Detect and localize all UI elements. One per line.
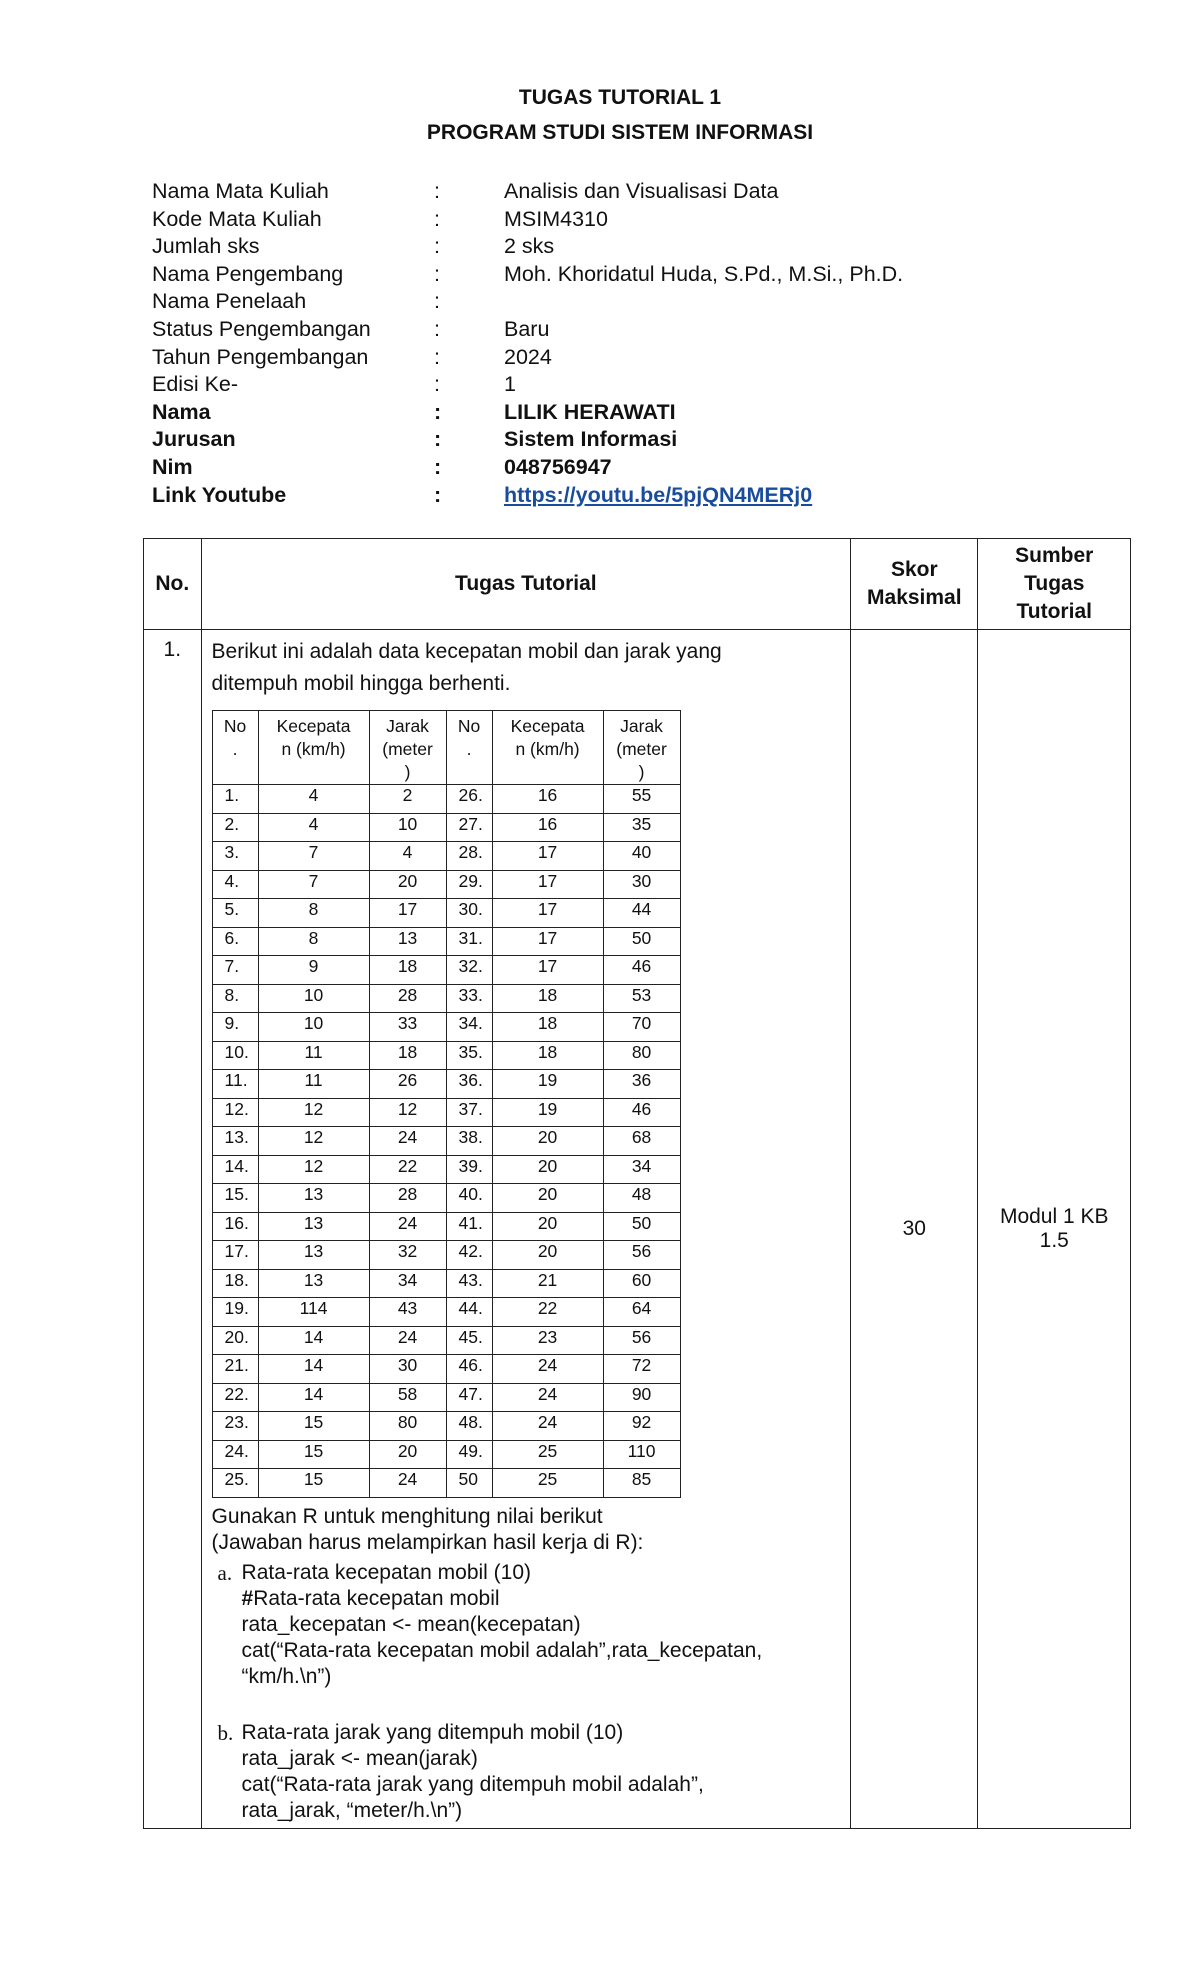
table-row — [212, 984, 680, 1013]
cell-speed: 10 — [258, 1013, 369, 1042]
cell-distance: 12 — [369, 1098, 446, 1127]
cell-speed: 8 — [258, 899, 369, 928]
cell-no-2: 42. — [446, 1241, 492, 1270]
cell-no-2: 49. — [446, 1440, 492, 1469]
info-value: Moh. Khoridatul Huda, S.Pd., M.Si., Ph.D. — [504, 261, 904, 286]
cell-no-2: 47. — [446, 1383, 492, 1412]
info-value: Sistem Informasi — [504, 427, 678, 452]
info-colon: : — [434, 206, 440, 231]
cell-no-2: 44. — [446, 1298, 492, 1327]
info-colon: : — [434, 344, 440, 369]
task-source — [978, 630, 1131, 1829]
table-row — [212, 1469, 680, 1498]
cell-speed-2: 20 — [492, 1184, 603, 1213]
info-colon: : — [434, 289, 440, 314]
cell-no: 15. — [212, 1184, 258, 1213]
header-source-line3: Tutorial — [1016, 600, 1092, 623]
info-row — [152, 344, 903, 372]
cell-speed: 10 — [258, 984, 369, 1013]
cell-speed-2: 25 — [492, 1469, 603, 1498]
table-row — [212, 842, 680, 871]
cell-distance-2: 36 — [603, 1070, 680, 1099]
table-row — [212, 1041, 680, 1070]
cell-distance-2: 50 — [603, 927, 680, 956]
cell-speed-2: 24 — [492, 1383, 603, 1412]
cell-distance: 4 — [369, 842, 446, 871]
task-source-line1: Modul 1 KB — [999, 1204, 1109, 1228]
info-colon: : — [434, 316, 440, 341]
cell-speed-2: 16 — [492, 785, 603, 814]
header-score-line2: Maksimal — [867, 586, 962, 609]
cell-speed: 13 — [258, 1269, 369, 1298]
col-speed-2 — [492, 711, 603, 785]
cell-distance: 28 — [369, 984, 446, 1013]
cell-distance: 22 — [369, 1155, 446, 1184]
info-label: Tahun Pengembangan — [152, 344, 369, 369]
table-row — [212, 785, 680, 814]
cell-no: 10. — [212, 1041, 258, 1070]
table-row — [212, 1269, 680, 1298]
tutorial-task-table — [143, 538, 1131, 1829]
question-b-letter: b. — [217, 1720, 234, 1745]
col-distance — [369, 711, 446, 785]
cell-speed: 11 — [258, 1041, 369, 1070]
info-row — [152, 178, 903, 206]
cell-no: 25. — [212, 1469, 258, 1498]
cell-speed-2: 19 — [492, 1098, 603, 1127]
col-distance-2-line1: Jarak — [620, 716, 663, 736]
col-distance-2 — [603, 711, 680, 785]
info-row — [152, 426, 903, 454]
info-row — [152, 371, 903, 399]
header-no: No. — [144, 539, 202, 630]
table-row — [212, 1383, 680, 1412]
comment-hash: # — [241, 1586, 254, 1610]
task-content — [201, 630, 851, 1829]
cell-speed: 14 — [258, 1326, 369, 1355]
question-a-code3: “km/h.\n”) — [241, 1664, 332, 1688]
cell-no-2: 30. — [446, 899, 492, 928]
cell-distance-2: 92 — [603, 1412, 680, 1441]
speed-distance-table — [212, 710, 681, 1498]
cell-distance-2: 46 — [603, 956, 680, 985]
question-b — [212, 1720, 843, 1824]
cell-distance: 26 — [369, 1070, 446, 1099]
cell-no: 23. — [212, 1412, 258, 1441]
cell-distance: 13 — [369, 927, 446, 956]
col-distance-line3: ) — [404, 762, 411, 782]
cell-speed: 4 — [258, 813, 369, 842]
cell-distance: 34 — [369, 1269, 446, 1298]
task-intro — [212, 636, 843, 700]
header-task: Tugas Tutorial — [201, 539, 851, 630]
cell-distance: 2 — [369, 785, 446, 814]
cell-distance: 24 — [369, 1469, 446, 1498]
info-colon: : — [434, 261, 440, 286]
cell-no: 17. — [212, 1241, 258, 1270]
info-value: Baru — [504, 316, 550, 341]
info-label: Edisi Ke- — [152, 372, 239, 397]
cell-speed: 11 — [258, 1070, 369, 1099]
question-b-code1: rata_jarak <- mean(jarak) — [241, 1746, 478, 1770]
cell-no: 11. — [212, 1070, 258, 1099]
col-distance-line1: Jarak — [386, 716, 429, 736]
cell-speed-2: 17 — [492, 870, 603, 899]
info-colon: : — [434, 482, 442, 507]
cell-distance-2: 56 — [603, 1326, 680, 1355]
cell-no: 13. — [212, 1127, 258, 1156]
cell-no-2: 40. — [446, 1184, 492, 1213]
cell-distance: 43 — [369, 1298, 446, 1327]
info-label: Nama — [152, 399, 211, 424]
cell-no-2: 37. — [446, 1098, 492, 1127]
cell-no-2: 45. — [446, 1326, 492, 1355]
cell-distance-2: 48 — [603, 1184, 680, 1213]
cell-speed-2: 25 — [492, 1440, 603, 1469]
cell-no: 20. — [212, 1326, 258, 1355]
cell-no: 21. — [212, 1355, 258, 1384]
instructions-line2: (Jawaban harus melampirkan hasil kerja di R): — [211, 1530, 644, 1554]
cell-distance-2: 34 — [603, 1155, 680, 1184]
info-row — [152, 316, 903, 344]
cell-distance: 18 — [369, 1041, 446, 1070]
table-row — [212, 1241, 680, 1270]
cell-distance-2: 56 — [603, 1241, 680, 1270]
table-row — [212, 1440, 680, 1469]
cell-speed: 12 — [258, 1098, 369, 1127]
cell-distance: 17 — [369, 899, 446, 928]
info-row — [152, 454, 903, 482]
cell-distance-2: 53 — [603, 984, 680, 1013]
cell-speed-2: 18 — [492, 984, 603, 1013]
cell-distance: 18 — [369, 956, 446, 985]
col-speed-2-line1: Kecepata — [510, 716, 585, 736]
question-a — [212, 1560, 843, 1690]
cell-speed-2: 22 — [492, 1298, 603, 1327]
cell-no: 9. — [212, 1013, 258, 1042]
col-no-line2: . — [232, 739, 238, 759]
col-no-2 — [446, 711, 492, 785]
cell-speed: 8 — [258, 927, 369, 956]
table-row — [212, 813, 680, 842]
cell-speed-2: 17 — [492, 842, 603, 871]
cell-no-2: 38. — [446, 1127, 492, 1156]
cell-speed: 13 — [258, 1184, 369, 1213]
info-colon: : — [434, 399, 442, 424]
cell-speed-2: 20 — [492, 1127, 603, 1156]
cell-speed-2: 20 — [492, 1212, 603, 1241]
col-no-2-line1: No — [457, 716, 481, 736]
info-colon: : — [434, 179, 440, 203]
table-row — [212, 956, 680, 985]
cell-speed: 14 — [258, 1355, 369, 1384]
col-no — [212, 711, 258, 785]
info-colon: : — [434, 234, 440, 259]
task-number: 1. — [144, 630, 202, 1829]
cell-distance: 24 — [369, 1326, 446, 1355]
cell-no-2: 26. — [446, 785, 492, 814]
table-row — [212, 899, 680, 928]
cell-speed-2: 18 — [492, 1041, 603, 1070]
cell-distance: 58 — [369, 1383, 446, 1412]
question-b-title: Rata-rata jarak yang ditempuh mobil (10) — [241, 1720, 624, 1744]
cell-no: 7. — [212, 956, 258, 985]
question-a-letter: a. — [217, 1560, 233, 1585]
cell-speed-2: 16 — [492, 813, 603, 842]
table-row — [212, 1212, 680, 1241]
info-value: 1 — [504, 372, 516, 397]
cell-speed: 7 — [258, 842, 369, 871]
question-b-code2: cat(“Rata-rata jarak yang ditempuh mobil adalah”, — [241, 1772, 704, 1796]
info-colon: : — [434, 372, 440, 397]
col-distance-2-line2: (meter — [616, 739, 667, 759]
cell-distance-2: 72 — [603, 1355, 680, 1384]
header-source — [978, 539, 1131, 630]
cell-no-2: 43. — [446, 1269, 492, 1298]
max-score: 30 — [851, 630, 978, 1829]
question-a-code1: rata_kecepatan <- mean(kecepatan) — [241, 1612, 581, 1636]
document-title: TUGAS TUTORIAL 1 — [518, 86, 722, 109]
col-speed-line1: Kecepata — [276, 716, 351, 736]
cell-no: 14. — [212, 1155, 258, 1184]
cell-no: 19. — [212, 1298, 258, 1327]
task-intro-line2: ditempuh mobil hingga berhenti. — [211, 672, 511, 695]
cell-distance-2: 40 — [603, 842, 680, 871]
cell-distance-2: 110 — [603, 1440, 680, 1469]
info-label: Nama Mata Kuliah — [152, 179, 329, 203]
youtube-link[interactable]: https://youtu.be/5pjQN4MERj0 — [504, 482, 813, 507]
cell-no-2: 33. — [446, 984, 492, 1013]
table-row — [212, 870, 680, 899]
course-info — [152, 178, 903, 509]
cell-no-2: 34. — [446, 1013, 492, 1042]
cell-no: 6. — [212, 927, 258, 956]
cell-no: 8. — [212, 984, 258, 1013]
col-distance-2-line3: ) — [638, 762, 645, 782]
info-label: Nama Pengembang — [152, 261, 344, 286]
cell-distance: 20 — [369, 1440, 446, 1469]
cell-speed: 15 — [258, 1440, 369, 1469]
table-row — [212, 1013, 680, 1042]
cell-distance-2: 60 — [603, 1269, 680, 1298]
info-row — [152, 288, 903, 316]
cell-no: 2. — [212, 813, 258, 842]
cell-distance-2: 68 — [603, 1127, 680, 1156]
info-label: Link Youtube — [152, 482, 287, 507]
cell-no-2: 46. — [446, 1355, 492, 1384]
col-no-2-line2: . — [466, 739, 472, 759]
table-row — [212, 1298, 680, 1327]
cell-speed: 13 — [258, 1241, 369, 1270]
cell-no-2: 36. — [446, 1070, 492, 1099]
cell-speed-2: 24 — [492, 1412, 603, 1441]
cell-speed: 12 — [258, 1155, 369, 1184]
cell-no: 1. — [212, 785, 258, 814]
cell-speed: 4 — [258, 785, 369, 814]
info-value: 048756947 — [504, 454, 612, 479]
question-a-comment — [242, 1586, 843, 1612]
info-label: Jurusan — [152, 427, 236, 452]
question-b-code3: rata_jarak, “meter/h.\n”) — [241, 1798, 463, 1822]
cell-speed-2: 17 — [492, 899, 603, 928]
info-row — [152, 233, 903, 261]
cell-distance-2: 50 — [603, 1212, 680, 1241]
cell-speed: 13 — [258, 1212, 369, 1241]
col-distance-line2: (meter — [382, 739, 433, 759]
cell-distance: 10 — [369, 813, 446, 842]
cell-distance-2: 64 — [603, 1298, 680, 1327]
info-value: MSIM4310 — [504, 206, 608, 231]
cell-distance: 80 — [369, 1412, 446, 1441]
info-row — [152, 261, 903, 289]
cell-speed-2: 18 — [492, 1013, 603, 1042]
info-colon: : — [434, 427, 442, 452]
cell-no-2: 39. — [446, 1155, 492, 1184]
info-value: LILIK HERAWATI — [504, 399, 676, 424]
cell-speed: 7 — [258, 870, 369, 899]
header-source-line2: Tugas — [1024, 572, 1085, 595]
table-row — [212, 927, 680, 956]
cell-no: 16. — [212, 1212, 258, 1241]
cell-speed: 9 — [258, 956, 369, 985]
cell-speed: 14 — [258, 1383, 369, 1412]
info-label: Kode Mata Kuliah — [152, 206, 322, 231]
cell-no-2: 48. — [446, 1412, 492, 1441]
cell-distance: 24 — [369, 1127, 446, 1156]
header-score-line1: Skor — [890, 558, 938, 581]
cell-speed: 12 — [258, 1127, 369, 1156]
cell-no-2: 31. — [446, 927, 492, 956]
header-source-line1: Sumber — [1015, 544, 1094, 567]
table-row — [212, 1127, 680, 1156]
col-no-line1: No — [223, 716, 247, 736]
comment-text: Rata-rata kecepatan mobil — [253, 1586, 500, 1610]
cell-speed-2: 20 — [492, 1155, 603, 1184]
cell-no: 12. — [212, 1098, 258, 1127]
program-title: PROGRAM STUDI SISTEM INFORMASI — [426, 121, 814, 144]
cell-no-2: 28. — [446, 842, 492, 871]
col-speed — [258, 711, 369, 785]
info-value: 2024 — [504, 344, 552, 369]
cell-distance-2: 44 — [603, 899, 680, 928]
info-label: Status Pengembangan — [152, 316, 371, 341]
info-value: 2 sks — [504, 234, 555, 259]
cell-distance: 32 — [369, 1241, 446, 1270]
cell-distance-2: 30 — [603, 870, 680, 899]
cell-no: 5. — [212, 899, 258, 928]
table-row — [212, 1070, 680, 1099]
info-colon: : — [434, 454, 442, 479]
table-row — [212, 1412, 680, 1441]
cell-no: 18. — [212, 1269, 258, 1298]
cell-no-2: 35. — [446, 1041, 492, 1070]
task-source-line2: 1.5 — [1039, 1228, 1069, 1252]
cell-speed: 15 — [258, 1412, 369, 1441]
cell-distance-2: 35 — [603, 813, 680, 842]
cell-no: 22. — [212, 1383, 258, 1412]
task-table-header — [144, 539, 1131, 630]
cell-no-2: 32. — [446, 956, 492, 985]
cell-distance: 33 — [369, 1013, 446, 1042]
table-row — [212, 1355, 680, 1384]
cell-distance-2: 70 — [603, 1013, 680, 1042]
cell-distance-2: 46 — [603, 1098, 680, 1127]
cell-speed-2: 17 — [492, 956, 603, 985]
cell-no: 24. — [212, 1440, 258, 1469]
instructions — [212, 1504, 843, 1556]
cell-no-2: 29. — [446, 870, 492, 899]
cell-no-2: 27. — [446, 813, 492, 842]
cell-distance: 28 — [369, 1184, 446, 1213]
question-a-title: Rata-rata kecepatan mobil (10) — [241, 1560, 532, 1584]
cell-distance: 30 — [369, 1355, 446, 1384]
cell-no: 4. — [212, 870, 258, 899]
cell-speed-2: 20 — [492, 1241, 603, 1270]
cell-speed-2: 21 — [492, 1269, 603, 1298]
table-row — [212, 1155, 680, 1184]
cell-speed-2: 17 — [492, 927, 603, 956]
cell-speed: 15 — [258, 1469, 369, 1498]
cell-distance-2: 55 — [603, 785, 680, 814]
header-score — [851, 539, 978, 630]
cell-speed: 114 — [258, 1298, 369, 1327]
info-value: Analisis dan Visualisasi Data — [504, 179, 779, 203]
cell-no-2: 50 — [446, 1469, 492, 1498]
task-row — [144, 630, 1131, 1829]
cell-speed-2: 19 — [492, 1070, 603, 1099]
data-table-header — [212, 711, 680, 785]
col-speed-2-line2: n (km/h) — [515, 739, 580, 759]
question-a-code2: cat(“Rata-rata kecepatan mobil adalah”,rata_kecepatan, — [241, 1638, 763, 1662]
col-speed-line2: n (km/h) — [281, 739, 346, 759]
info-row — [152, 399, 903, 427]
info-label: Nama Penelaah — [152, 289, 307, 314]
cell-distance: 20 — [369, 870, 446, 899]
table-row — [212, 1098, 680, 1127]
info-row — [152, 206, 903, 234]
cell-speed-2: 24 — [492, 1355, 603, 1384]
cell-distance-2: 85 — [603, 1469, 680, 1498]
info-row — [152, 482, 903, 510]
cell-distance-2: 80 — [603, 1041, 680, 1070]
table-row — [212, 1184, 680, 1213]
cell-no: 3. — [212, 842, 258, 871]
cell-speed-2: 23 — [492, 1326, 603, 1355]
info-label: Jumlah sks — [152, 234, 260, 259]
table-row — [212, 1326, 680, 1355]
task-intro-line1: Berikut ini adalah data kecepatan mobil dan jarak yang — [211, 640, 722, 663]
cell-distance-2: 90 — [603, 1383, 680, 1412]
info-label: Nim — [152, 454, 193, 479]
instructions-line1: Gunakan R untuk menghitung nilai berikut — [211, 1504, 603, 1528]
cell-no-2: 41. — [446, 1212, 492, 1241]
cell-distance: 24 — [369, 1212, 446, 1241]
